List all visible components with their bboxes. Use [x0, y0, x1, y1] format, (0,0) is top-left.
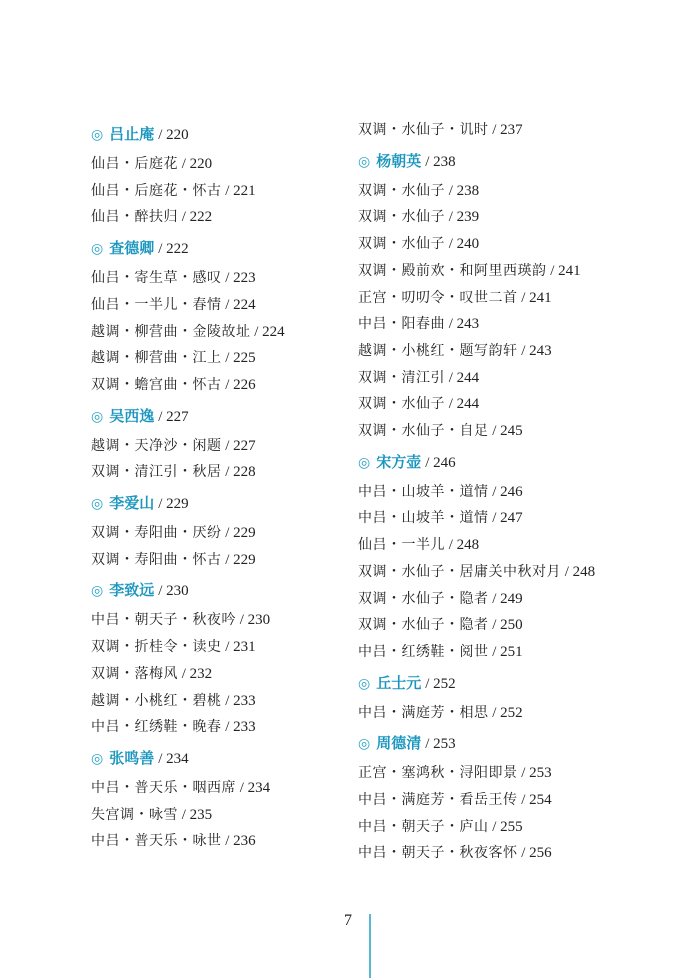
page-ref: 246: [500, 483, 523, 500]
toc-entry: [91, 691, 256, 711]
toc-author-heading: [358, 452, 456, 473]
toc-entry: [358, 615, 523, 635]
page-separator: /: [488, 510, 501, 527]
toc-entry: [358, 589, 523, 609]
entry-title: 双调・水仙子: [358, 236, 445, 253]
author-name: 吴西逸: [109, 406, 155, 425]
page-separator: /: [445, 209, 457, 226]
page-separator: /: [425, 736, 434, 753]
page-ref: 236: [233, 833, 256, 850]
entry-title: 中吕・朝天子・秋夜吟: [91, 612, 236, 629]
toc-entry: [358, 817, 523, 837]
entry-title: 越调・小桃红・题写韵轩: [358, 342, 518, 359]
page-ref: 239: [456, 209, 480, 226]
toc-author-heading: [91, 580, 189, 601]
page-separator: /: [158, 750, 167, 767]
double-circle-icon: ◎: [358, 675, 371, 692]
toc-entry: [91, 717, 256, 737]
page-separator: /: [221, 551, 234, 568]
toc-entry: [91, 523, 256, 543]
page-ref: 248: [572, 563, 596, 580]
toc-entry: [358, 261, 581, 281]
page-separator: /: [425, 454, 434, 471]
toc-entry: [91, 664, 212, 684]
toc-entry: [91, 295, 256, 315]
page-separator: /: [250, 323, 263, 340]
toc-entry: [91, 268, 256, 288]
page-ref: 252: [500, 704, 523, 721]
toc-entry: [358, 482, 523, 502]
page-separator: /: [158, 496, 167, 512]
toc-author-heading: [91, 748, 189, 769]
page-separator: /: [158, 241, 167, 258]
page-ref: 227: [233, 437, 256, 454]
double-circle-icon: ◎: [91, 583, 104, 600]
toc-entry: [358, 790, 552, 810]
toc-entry: [358, 535, 479, 555]
toc-author-heading: [91, 493, 189, 514]
entry-title: 双调・折桂令・读史: [91, 639, 222, 656]
page-separator: /: [517, 792, 530, 808]
entry-title: 中吕・普天乐・咏世: [91, 833, 222, 850]
page-separator: /: [546, 262, 559, 279]
page-ref: 221: [233, 182, 256, 199]
toc-entry: [91, 805, 212, 825]
toc-entry: [358, 341, 552, 361]
entry-title: 双调・水仙子・隐者: [358, 590, 489, 607]
toc-entry: [91, 322, 285, 342]
page-separator: /: [178, 665, 190, 682]
toc-entry: [358, 508, 523, 528]
toc-entry: [358, 843, 552, 863]
page-separator: /: [488, 617, 501, 634]
page-ref: 229: [166, 496, 189, 512]
page-ref: 229: [233, 525, 256, 541]
entry-title: 双调・水仙子: [358, 182, 445, 199]
toc-entry: [91, 610, 270, 630]
page-separator: /: [445, 316, 457, 333]
page-separator: /: [488, 704, 501, 721]
author-name: 杨朝英: [376, 151, 422, 170]
page-separator: /: [221, 464, 234, 481]
toc-author-heading: [91, 406, 189, 427]
double-circle-icon: ◎: [358, 153, 371, 170]
entry-title: 正宫・叨叨令・叹世二首: [358, 289, 518, 306]
toc-entry: [91, 550, 256, 570]
toc-entry: [91, 207, 212, 227]
toc-entry: [358, 181, 479, 201]
toc-entry: [91, 831, 256, 851]
toc-author-heading: [91, 124, 189, 145]
toc-entry: [358, 120, 523, 140]
page-separator: /: [158, 127, 167, 143]
toc-entry: [358, 763, 552, 783]
page-separator: /: [221, 350, 234, 367]
page-ref: 243: [529, 342, 552, 359]
page-ref: 230: [247, 612, 271, 629]
entry-title: 双调・寿阳曲・怀古: [91, 551, 222, 568]
page-ref: 244: [456, 396, 480, 413]
toc-author-heading: [358, 733, 456, 754]
toc-entry: [91, 154, 212, 174]
entry-title: 中吕・山坡羊・道情: [358, 510, 489, 527]
page-ref: 232: [189, 665, 213, 682]
page-ref: 222: [166, 241, 189, 258]
page-ref: 225: [233, 350, 256, 367]
double-circle-icon: ◎: [358, 736, 371, 753]
page-ref: 240: [456, 236, 480, 253]
page-separator: /: [445, 537, 457, 554]
page-separator: /: [221, 376, 234, 393]
page-separator: /: [221, 270, 234, 287]
entry-title: 中吕・朝天子・庐山: [358, 818, 489, 835]
page-ref: 234: [166, 750, 189, 767]
toc-entry: [91, 462, 256, 482]
page-ref: 248: [456, 537, 480, 554]
toc-entry: [91, 778, 270, 798]
page-ref: 233: [233, 719, 256, 736]
page-ref: 251: [500, 643, 523, 660]
page-ref: 253: [529, 765, 552, 782]
page-separator: /: [158, 408, 167, 425]
page-ref: 245: [500, 423, 523, 439]
page-ref: 241: [529, 289, 552, 306]
toc-entry: [91, 348, 256, 368]
page-separator: /: [221, 833, 234, 850]
entry-title: 失宫调・咏雪: [91, 806, 178, 823]
entry-title: 越调・柳营曲・金陵故址: [91, 323, 251, 340]
page-ref: 235: [189, 806, 213, 823]
entry-title: 仙吕・后庭花: [91, 156, 178, 172]
page-separator: /: [517, 289, 530, 306]
page-ref: 224: [262, 323, 285, 340]
page-ref: 228: [233, 464, 256, 481]
toc-entry: [91, 637, 256, 657]
page-separator: /: [561, 563, 573, 580]
entry-title: 中吕・山坡羊・道情: [358, 483, 489, 500]
entry-title: 中吕・朝天子・秋夜客怀: [358, 845, 518, 862]
entry-title: 双调・水仙子・隐者: [358, 617, 489, 634]
entry-title: 双调・水仙子・居庸关中秋对月: [358, 563, 561, 580]
page-separator: /: [178, 156, 190, 172]
page-ref: 224: [233, 296, 256, 313]
page-separator: /: [445, 182, 457, 199]
toc-entry: [91, 375, 256, 395]
entry-title: 中吕・阳春曲: [358, 316, 445, 333]
entry-title: 双调・殿前欢・和阿里西瑛韵: [358, 262, 547, 279]
toc-entry: [358, 394, 479, 414]
entry-title: 双调・寿阳曲・厌纷: [91, 525, 222, 541]
page-separator: /: [221, 525, 234, 541]
author-name: 丘士元: [376, 673, 422, 692]
page-ref: 241: [558, 262, 581, 279]
entry-title: 越调・小桃红・碧桃: [91, 692, 222, 709]
page-separator: /: [221, 719, 234, 736]
entry-title: 双调・落梅风: [91, 665, 178, 682]
page-ref: 231: [233, 639, 256, 656]
page-separator: /: [488, 423, 501, 439]
author-name: 张鸣善: [109, 748, 155, 767]
page-ref: 247: [500, 510, 523, 527]
double-circle-icon: ◎: [91, 408, 104, 425]
toc-entry: [358, 288, 552, 308]
page-ref: 255: [500, 818, 523, 835]
page-ref: 220: [166, 127, 189, 143]
page-separator: /: [445, 369, 457, 386]
entry-title: 中吕・满庭芳・相思: [358, 704, 489, 721]
entry-title: 中吕・红绣鞋・晚春: [91, 719, 222, 736]
entry-title: 正宫・塞鸿秋・浔阳即景: [358, 765, 518, 782]
page-ref: 229: [233, 551, 256, 568]
entry-title: 中吕・普天乐・咽西席: [91, 779, 236, 796]
entry-title: 中吕・满庭芳・看岳王传: [358, 792, 518, 808]
entry-title: 双调・清江引・秋居: [91, 464, 222, 481]
page-ref: 246: [433, 454, 456, 471]
toc-entry: [358, 562, 595, 582]
page-separator: /: [425, 675, 434, 692]
page-separator: /: [517, 342, 530, 359]
page-separator: /: [236, 612, 248, 629]
page-ref: 238: [433, 153, 456, 170]
double-circle-icon: ◎: [358, 454, 371, 471]
page-ref: 233: [233, 692, 256, 709]
page-ref: 243: [456, 316, 480, 333]
page-ref: 254: [529, 792, 552, 808]
author-name: 李致远: [109, 581, 155, 600]
toc-author-heading: [91, 238, 189, 259]
author-name: 周德清: [376, 734, 422, 753]
toc-entry: [358, 703, 523, 723]
page-ref: 223: [233, 270, 256, 287]
entry-title: 仙吕・一半儿: [358, 537, 445, 554]
page-ref: 252: [433, 675, 456, 692]
double-circle-icon: ◎: [91, 496, 104, 512]
page-rule-decoration: [369, 914, 371, 978]
entry-title: 越调・天净沙・闲题: [91, 437, 222, 454]
page-separator: /: [488, 818, 501, 835]
page-separator: /: [221, 182, 234, 199]
page-ref: 238: [456, 182, 480, 199]
toc-entry: [358, 642, 523, 662]
author-name: 李爱山: [109, 494, 155, 512]
page-separator: /: [488, 590, 501, 607]
entry-title: 双调・水仙子: [358, 396, 445, 413]
toc-entry: [358, 314, 479, 334]
entry-title: 仙吕・醉扶归: [91, 209, 178, 226]
page-ref: 237: [500, 122, 523, 138]
toc-entry: [91, 436, 256, 456]
author-name: 查德卿: [109, 239, 155, 258]
entry-title: 双调・清江引: [358, 369, 445, 386]
entry-title: 仙吕・寄生草・感叹: [91, 270, 222, 287]
page-separator: /: [221, 692, 234, 709]
page-ref: 244: [456, 369, 480, 386]
entry-title: 双调・水仙子・自足: [358, 423, 489, 439]
page-ref: 256: [529, 845, 552, 862]
page-separator: /: [178, 209, 190, 226]
double-circle-icon: ◎: [91, 127, 104, 143]
double-circle-icon: ◎: [91, 750, 104, 767]
page-separator: /: [221, 639, 234, 656]
toc-entry: [358, 368, 479, 388]
page-ref: 227: [166, 408, 189, 425]
page-ref: 230: [166, 583, 189, 600]
page-separator: /: [488, 122, 501, 138]
page-separator: /: [445, 236, 457, 253]
entry-title: 双调・水仙子: [358, 209, 445, 226]
page-separator: /: [236, 779, 248, 796]
page-separator: /: [517, 845, 530, 862]
page-separator: /: [445, 396, 457, 413]
page-ref: 220: [189, 156, 213, 172]
entry-title: 双调・蟾宫曲・怀古: [91, 376, 222, 393]
page-ref: 253: [433, 736, 456, 753]
entry-title: 仙吕・后庭花・怀古: [91, 182, 222, 199]
author-name: 吕止庵: [109, 125, 155, 143]
entry-title: 仙吕・一半儿・春情: [91, 296, 222, 313]
page-ref: 226: [233, 376, 256, 393]
author-name: 宋方壶: [376, 452, 422, 471]
page-ref: 249: [500, 590, 523, 607]
page-separator: /: [517, 765, 530, 782]
page-ref: 222: [189, 209, 213, 226]
page-separator: /: [158, 583, 167, 600]
toc-entry: [358, 207, 479, 227]
double-circle-icon: ◎: [91, 241, 104, 258]
entry-title: 中吕・红绣鞋・阅世: [358, 643, 489, 660]
page-separator: /: [221, 437, 234, 454]
page-ref: 234: [247, 779, 271, 796]
page-separator: /: [488, 643, 501, 660]
toc-entry: [91, 181, 256, 201]
page-number: 7: [344, 912, 352, 929]
page-separator: /: [425, 153, 434, 170]
entry-title: 越调・柳营曲・江上: [91, 350, 222, 367]
toc-entry: [358, 421, 523, 441]
toc-author-heading: [358, 673, 456, 694]
page-separator: /: [221, 296, 234, 313]
page-separator: /: [488, 483, 501, 500]
page-separator: /: [178, 806, 190, 823]
entry-title: 双调・水仙子・讥时: [358, 122, 489, 138]
toc-author-heading: [358, 151, 456, 172]
toc-entry: [358, 234, 479, 254]
page-ref: 250: [500, 617, 523, 634]
